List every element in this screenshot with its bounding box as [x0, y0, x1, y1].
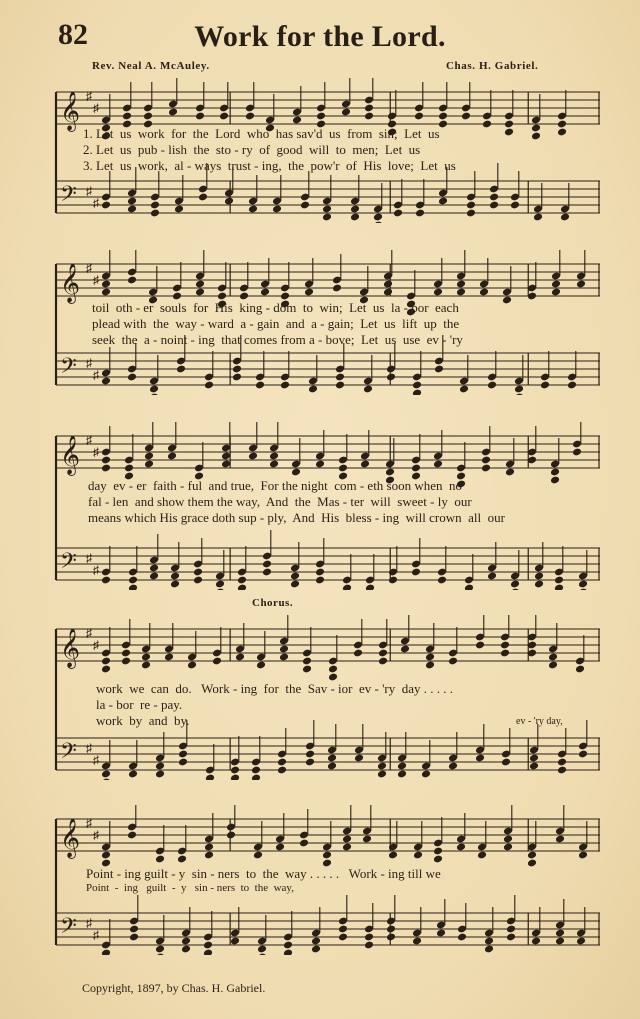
key-sharp-icon: ♯	[93, 638, 99, 652]
bass-staff	[56, 720, 600, 780]
key-sharp-icon: ♯	[86, 184, 92, 198]
key-sharp-icon: ♯	[93, 368, 99, 382]
lyric-alt: ev - 'ry day,	[516, 716, 563, 727]
key-sharp-icon: ♯	[93, 196, 99, 210]
bass-clef-icon: 𝄢	[60, 914, 77, 944]
bass-clef-icon: 𝄢	[60, 739, 77, 769]
bass-clef-icon: 𝄢	[60, 354, 77, 384]
treble-clef-icon: 𝄞	[60, 263, 81, 303]
key-sharp-icon: ♯	[93, 273, 99, 287]
copyright-notice: Copyright, 1897, by Chas. H. Gabriel.	[82, 981, 266, 995]
bass-staff	[56, 895, 600, 955]
lyric-line: means which His grace doth sup - ply, And His bless - ing will crown all our	[88, 510, 505, 525]
lyric-line: work we can do. Work - ing for the Sav - ior ev - 'ry day . . . . .	[96, 681, 454, 696]
lyric-line: 2. Let us pub - lish the sto - ry of good will to men; Let us	[83, 142, 421, 157]
key-sharp-icon: ♯	[93, 101, 99, 115]
treble-clef-icon: 𝄞	[60, 435, 81, 475]
lyric-line: 3. Let us work, al - ways trust - ing, the pow'r of His love; Let us	[83, 158, 456, 173]
treble-staff	[56, 805, 600, 867]
treble-staff	[56, 615, 600, 681]
lyric-alt: Point - ing guilt - y sin - ners to the way,	[86, 882, 294, 894]
bass-clef-icon: 𝄢	[60, 182, 77, 212]
lyric-line: work by and by.	[96, 713, 190, 728]
chorus-label: Chorus.	[252, 597, 294, 609]
author-credit: Rev. Neal A. McAuley.	[92, 60, 210, 72]
hymn-number: 82	[58, 18, 88, 51]
treble-clef-icon: 𝄞	[60, 818, 81, 858]
lyric-line: plead with the way - ward a - gain and a - gain; Let us lift up the	[92, 316, 460, 331]
key-sharp-icon: ♯	[86, 433, 92, 447]
bass-staff	[56, 530, 600, 590]
treble-clef-icon: 𝄞	[60, 91, 81, 131]
key-sharp-icon: ♯	[86, 816, 92, 830]
lyric-line: toil oth - er souls for His king - dom to win; Let us la - bor each	[92, 300, 459, 315]
key-sharp-icon: ♯	[86, 261, 92, 275]
lyric-line: la - bor re - pay.	[96, 697, 183, 712]
key-sharp-icon: ♯	[86, 356, 92, 370]
bass-clef-icon: 𝄢	[60, 549, 77, 579]
key-sharp-icon: ♯	[86, 741, 92, 755]
lyric-line: fal - len and show them the way, And the Mas - ter will sweet - ly our	[88, 494, 472, 509]
lyric-line: Point - ing guilt - y sin - ners to the way . . . . . Work - ing till we	[86, 866, 441, 881]
lyric-line: day ev - er faith - ful and true, For the night com - eth soon when no	[88, 478, 463, 493]
key-sharp-icon: ♯	[86, 551, 92, 565]
key-sharp-icon: ♯	[93, 828, 99, 842]
key-sharp-icon: ♯	[93, 563, 99, 577]
key-sharp-icon: ♯	[93, 928, 99, 942]
key-sharp-icon: ♯	[93, 445, 99, 459]
composer-credit: Chas. H. Gabriel.	[446, 60, 539, 72]
lyric-line: seek the a - noint - ing that comes from a - bove; Let us use ev - 'ry	[92, 332, 463, 347]
treble-clef-icon: 𝄞	[60, 628, 81, 668]
key-sharp-icon: ♯	[93, 753, 99, 767]
key-sharp-icon: ♯	[86, 916, 92, 930]
lyric-line: 1. Let us work for the Lord who has sav'd us from sin; Let us	[83, 126, 440, 141]
key-sharp-icon: ♯	[86, 626, 92, 640]
key-sharp-icon: ♯	[86, 89, 92, 103]
hymn-title: Work for the Lord.	[194, 20, 446, 53]
